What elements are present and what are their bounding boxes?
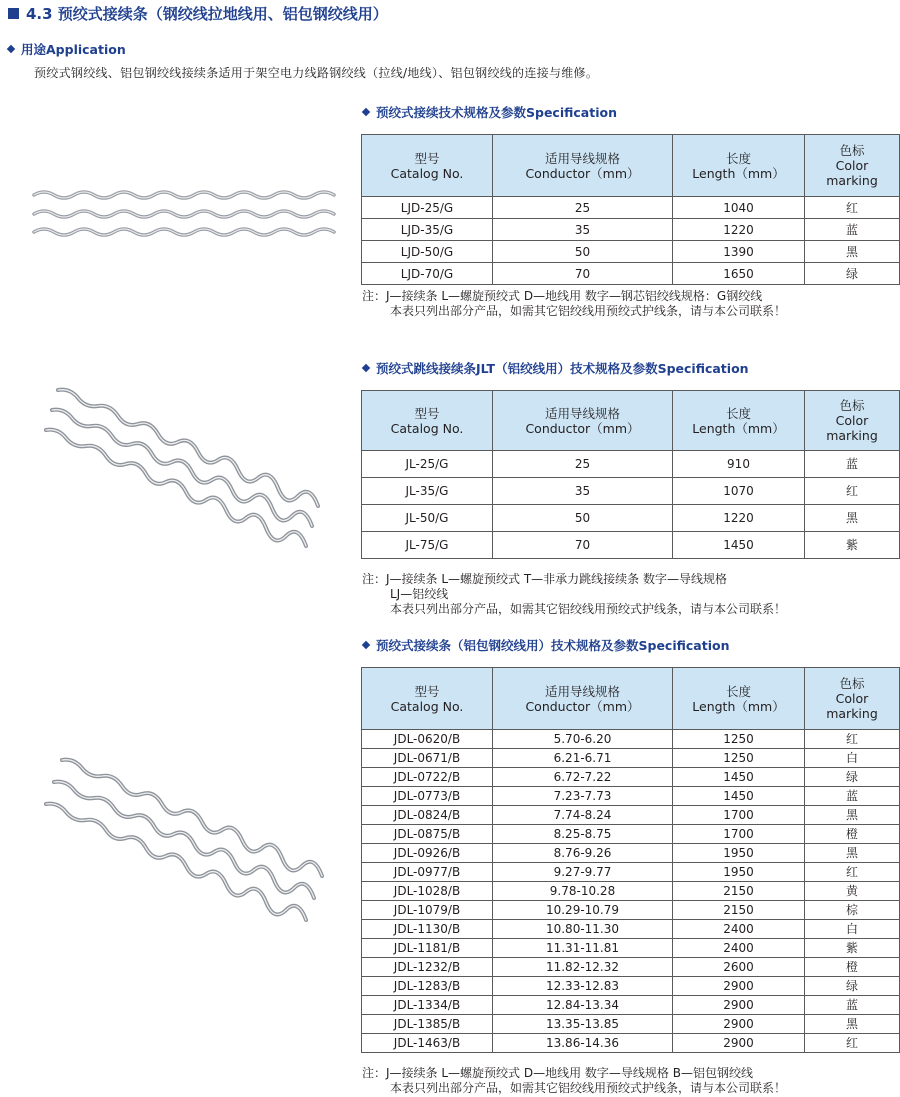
cell-color: 白 [805,920,900,939]
cell-model: JDL-0773/B [362,787,493,806]
cell-model: JL-50/G [362,505,493,532]
cell-model: JL-25/G [362,451,493,478]
cell-length: 1700 [673,806,805,825]
header-color: 色标 Color marking [805,135,900,197]
cell-length: 2900 [673,996,805,1015]
cell-color: 黑 [805,806,900,825]
header-conductor: 适用导线规格 Conductor（mm） [493,135,673,197]
cell-conductor: 25 [493,451,673,478]
table-row [362,1034,900,1053]
cell-model: LJD-50/G [362,241,493,263]
cell-length: 2400 [673,939,805,958]
cell-length: 1040 [673,197,805,219]
diamond-bullet-icon [362,108,370,116]
table1-heading [361,103,617,121]
cell-color: 红 [805,730,900,749]
table1-heading-text: 预绞式接续技术规格及参数Specification [376,105,617,120]
table-row [362,920,900,939]
cell-conductor: 8.76-9.26 [493,844,673,863]
table-row [362,844,900,863]
cell-color: 黑 [805,505,900,532]
header-length: 长度 Length（mm） [673,391,805,451]
cell-model: LJD-70/G [362,263,493,285]
header-color: 色标 Color marking [805,668,900,730]
cell-length: 2600 [673,958,805,977]
cell-length: 1950 [673,863,805,882]
diamond-bullet-icon [362,364,370,372]
cell-color: 蓝 [805,451,900,478]
cell-conductor: 10.29-10.79 [493,901,673,920]
cell-length: 2400 [673,920,805,939]
note-line: 注：J—接续条 L—螺旋预绞式 D—地线用 数字—钢芯铝绞线规格：G钢绞线 [362,289,763,303]
cell-length: 1070 [673,478,805,505]
table-row [362,768,900,787]
table1-note [362,289,786,319]
cell-color: 蓝 [805,219,900,241]
title-square-icon [8,8,19,19]
application-heading [6,40,126,58]
cell-color: 绿 [805,263,900,285]
table-row [362,996,900,1015]
table-row [362,219,900,241]
table3 [361,667,900,1053]
cell-color: 绿 [805,768,900,787]
cell-color: 黄 [805,882,900,901]
cell-length: 1450 [673,787,805,806]
table-row [362,1015,900,1034]
cell-model: LJD-25/G [362,197,493,219]
cell-length: 2150 [673,882,805,901]
table-row [362,241,900,263]
table-row [362,532,900,559]
cell-length: 1450 [673,532,805,559]
cell-color: 蓝 [805,996,900,1015]
cell-color: 黑 [805,844,900,863]
cell-length: 1700 [673,825,805,844]
cell-length: 2150 [673,901,805,920]
cell-model: JDL-0875/B [362,825,493,844]
table3-heading-text: 预绞式接续条（铝包钢绞线用）技术规格及参数Specification [376,638,730,653]
cell-model: JDL-0926/B [362,844,493,863]
cell-model: JL-75/G [362,532,493,559]
cell-model: JDL-1028/B [362,882,493,901]
table3-header-row [362,668,900,730]
cell-conductor: 35 [493,478,673,505]
table-row [362,451,900,478]
cell-length: 2900 [673,1034,805,1053]
straight-splice-photo [32,185,342,245]
cell-length: 2900 [673,977,805,996]
cell-conductor: 50 [493,241,673,263]
cell-color: 黑 [805,1015,900,1034]
header-conductor: 适用导线规格 Conductor（mm） [493,391,673,451]
cell-model: JDL-0722/B [362,768,493,787]
cell-conductor: 13.86-14.36 [493,1034,673,1053]
table1-header-row [362,135,900,197]
table2-heading [361,359,749,377]
note-line: 本表只列出部分产品，如需其它铝绞线用预绞式护线条，请与本公司联系！ [390,602,787,616]
cell-color: 红 [805,1034,900,1053]
cell-model: JDL-1334/B [362,996,493,1015]
cell-conductor: 70 [493,263,673,285]
cell-color: 红 [805,863,900,882]
cell-conductor: 11.82-12.32 [493,958,673,977]
page-title [8,2,388,24]
cell-conductor: 5.70-6.20 [493,730,673,749]
cell-length: 1450 [673,768,805,787]
cell-conductor: 6.72-7.22 [493,768,673,787]
table-row [362,825,900,844]
cell-conductor: 11.31-11.81 [493,939,673,958]
jumper-splice-photo [38,380,328,570]
table3-heading [361,636,729,654]
application-text: 预绞式钢绞线、铝包钢绞线接续条适用于架空电力线路钢绞线（拉线/地线）、铝包钢绞线的连接与维修。 [34,66,599,80]
table-row [362,901,900,920]
cell-conductor: 35 [493,219,673,241]
cell-conductor: 10.80-11.30 [493,920,673,939]
diamond-bullet-icon [7,45,15,53]
note-line: 注：J—接续条 L—螺旋预绞式 T—非承力跳线接续条 数字—导线规格 [362,572,728,586]
header-color: 色标 Color marking [805,391,900,451]
cell-model: JDL-0977/B [362,863,493,882]
header-model: 型号 Catalog No. [362,391,493,451]
table-row [362,787,900,806]
note-line: 注：J—接续条 L—螺旋预绞式 D—地线用 数字—导线规格 B—铝包钢绞线 [362,1066,753,1080]
cell-conductor: 8.25-8.75 [493,825,673,844]
header-model: 型号 Catalog No. [362,668,493,730]
table2-heading-text: 预绞式跳线接续条JLT（铝绞线用）技术规格及参数Specification [376,361,749,376]
cell-conductor: 25 [493,197,673,219]
table3-note [362,1066,786,1096]
cell-color: 紫 [805,532,900,559]
table-row [362,939,900,958]
cell-conductor: 50 [493,505,673,532]
table2-note [362,572,786,617]
cell-length: 1250 [673,730,805,749]
cell-conductor: 7.23-7.73 [493,787,673,806]
header-length: 长度 Length（mm） [673,135,805,197]
cell-model: JDL-0671/B [362,749,493,768]
cell-model: JDL-1385/B [362,1015,493,1034]
cell-model: LJD-35/G [362,219,493,241]
cell-conductor: 6.21-6.71 [493,749,673,768]
table-row [362,263,900,285]
cell-model: JDL-1181/B [362,939,493,958]
header-conductor: 适用导线规格 Conductor（mm） [493,668,673,730]
cell-conductor: 12.84-13.34 [493,996,673,1015]
cell-length: 1390 [673,241,805,263]
cell-model: JDL-1463/B [362,1034,493,1053]
application-heading-text: 用途Application [21,42,126,57]
cell-color: 棕 [805,901,900,920]
table2 [361,390,900,559]
cell-color: 橙 [805,825,900,844]
header-length: 长度 Length（mm） [673,668,805,730]
cell-conductor: 9.78-10.28 [493,882,673,901]
cell-length: 1950 [673,844,805,863]
cell-length: 1250 [673,749,805,768]
diamond-bullet-icon [362,641,370,649]
cell-model: JDL-1079/B [362,901,493,920]
table-row [362,749,900,768]
table-row [362,730,900,749]
header-model: 型号 Catalog No. [362,135,493,197]
table-row [362,197,900,219]
cell-model: JL-35/G [362,478,493,505]
cell-conductor: 7.74-8.24 [493,806,673,825]
cell-color: 蓝 [805,787,900,806]
table-row [362,478,900,505]
cell-model: JDL-0824/B [362,806,493,825]
cell-color: 红 [805,478,900,505]
note-line: 本表只列出部分产品，如需其它铝绞线用预绞式护线条，请与本公司联系！ [390,304,787,318]
table1 [361,134,900,285]
table-row [362,505,900,532]
cell-color: 黑 [805,241,900,263]
table-row [362,863,900,882]
note-line: 本表只列出部分产品，如需其它铝绞线用预绞式护线条，请与本公司联系！ [390,1081,787,1095]
table-row [362,977,900,996]
cell-color: 紫 [805,939,900,958]
cell-model: JDL-1232/B [362,958,493,977]
cell-color: 白 [805,749,900,768]
table-row [362,882,900,901]
cell-length: 1220 [673,219,805,241]
cell-length: 1650 [673,263,805,285]
note-line: LJ—铝绞线 [390,587,449,601]
cell-color: 橙 [805,958,900,977]
cell-length: 1220 [673,505,805,532]
table-row [362,806,900,825]
table2-header-row [362,391,900,451]
cell-conductor: 9.27-9.77 [493,863,673,882]
cell-length: 2900 [673,1015,805,1034]
cell-conductor: 13.35-13.85 [493,1015,673,1034]
cell-color: 绿 [805,977,900,996]
table-row [362,958,900,977]
cell-model: JDL-1130/B [362,920,493,939]
cell-conductor: 70 [493,532,673,559]
cell-conductor: 12.33-12.83 [493,977,673,996]
aluminum-clad-splice-photo [40,752,330,942]
page-title-text: 4.3 预绞式接续条（钢绞线拉地线用、铝包钢绞线用） [26,4,388,23]
cell-model: JDL-1283/B [362,977,493,996]
cell-model: JDL-0620/B [362,730,493,749]
cell-length: 910 [673,451,805,478]
cell-color: 红 [805,197,900,219]
